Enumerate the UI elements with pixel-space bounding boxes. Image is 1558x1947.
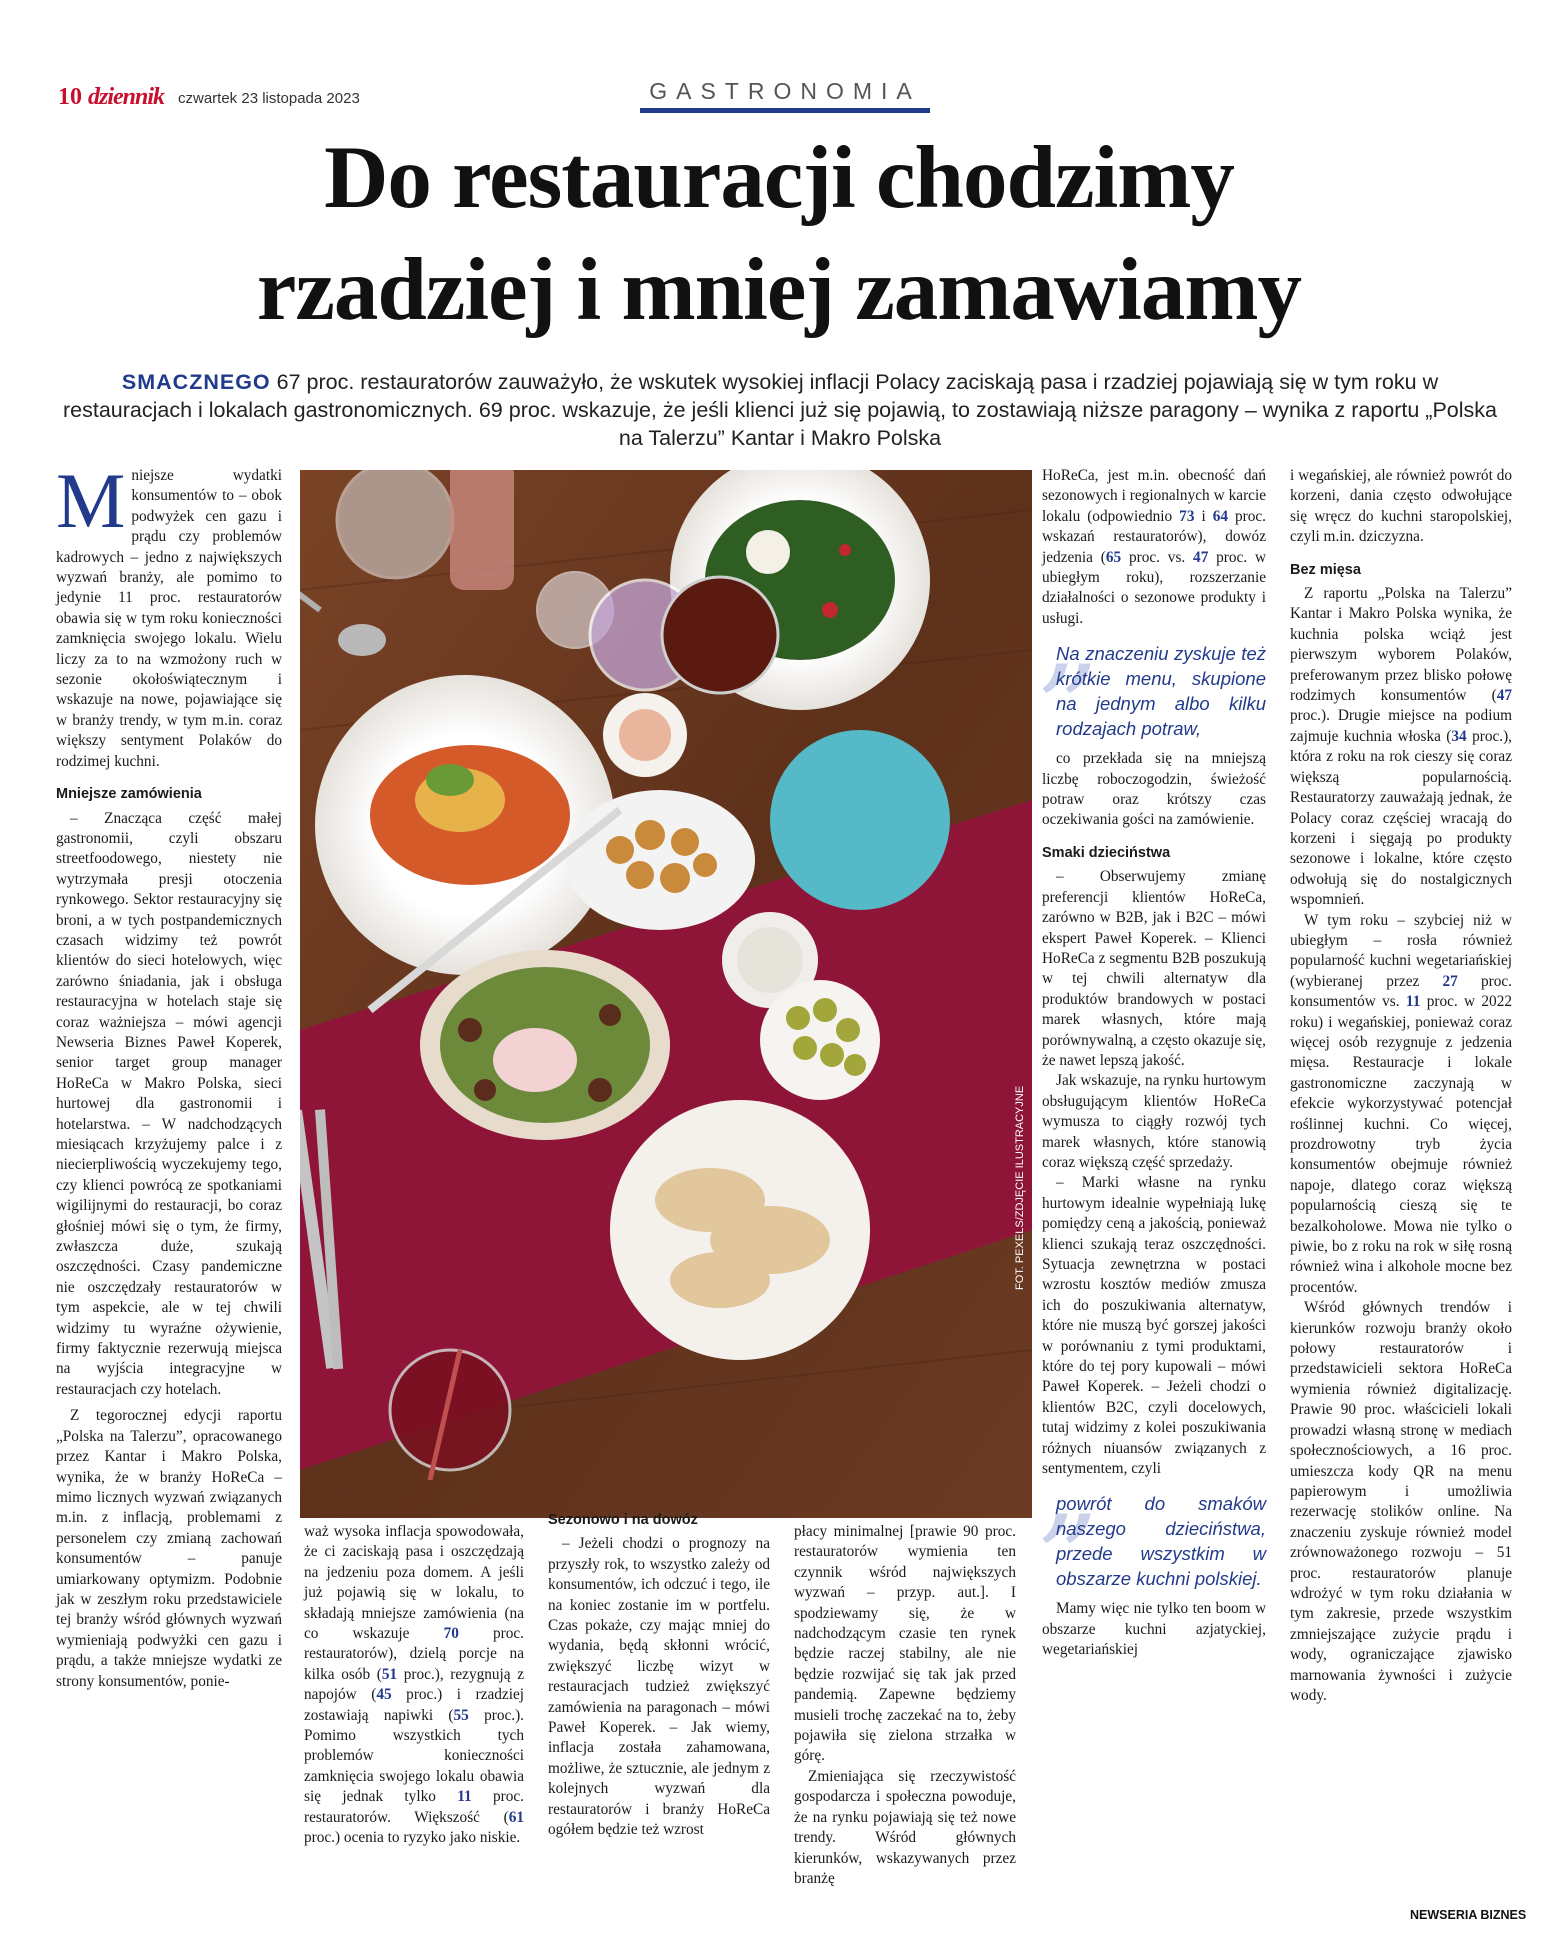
body-paragraph: W tym roku – szybciej niż w ubiegłym – rosła również popularność kuchni wegetariańskiej (wybieranej przez 27 proc. konsumentów vs. 11 proc. w 2022 roku) i wegańskiej, ponieważ coraz więcej osób rezygnuje z jedzenia mięsa. Restauracje i lokale gastronomiczne zaczynają w efekcie wykorzystywać potencjał roślinnej kuchni. Co więcej, prozdrowotny tryb życia konsumentów obejmuje również napoje, dlatego coraz większą popularnością cieszą się te bezalkoholowe. Mowa nie tylko o piwie, bo z roku na rok w siłę rosną również wina i alkohole mocne bez procentów. <box>1290 911 1513 1296</box>
food-photo <box>300 470 1032 1518</box>
quote-mark-icon: ” <box>1036 641 1098 781</box>
brand-logo: dziennik <box>88 84 165 110</box>
body-paragraph: HoReCa, jest m.in. obecność dań sezonowych i regionalnych w karcie lokalu (odpowiednio 73 i 64 proc. wskazań restauratorów), dowóz jedzenia (65 proc. vs. 47 proc. w ubiegłym roku), rozszerzanie działalności o sezonowe produkty i usługi. <box>1042 467 1267 627</box>
article-column-5 <box>1036 466 1267 1661</box>
article-column-1 <box>56 457 282 1692</box>
body-paragraph: i wegańskiej, ale również powrót do korzeni, dania często odwołujące się wręcz do kuchni staropolskiej, czyli m.in. dziczyzna. <box>1290 467 1512 546</box>
lead-text: 67 proc. restauratorów zauważyło, że wskutek wysokiej inflacji Polacy zaciskają pasa i rzadziej pojawiają się w tym roku w restauracjach i lokalach gastronomicznych. 69 proc. wskazuje, że jeśli klienci już się pojawią, to zostawiają niższe paragony – wynika z raportu „Polska na Talerzu” Kantar i Makro Polska <box>62 370 1497 450</box>
body-paragraph: – Marki własne na rynku hurtowym idealnie wypełniają lukę pomiędzy ceną a jakością, ponieważ klienci szukają teraz oszczędności. Sytuacja zewnętrzna w postaci wzrostu kosztów mediów zmusza ich do poszukiwania alternatyw, które nie muszą być gorszej jakości w porównaniu z tymi produktami, które do tej pory kupowali – mówi Paweł Koperek. – Jeżeli chodzi o klientów B2C, czyli docelowych, tutaj widzimy z kolei poszukiwania różnych niuansów związanych z sentymentem, czyli <box>1042 1174 1266 1478</box>
intro-paragraph: Mniejsze wydatki konsumentów to – obok podwyżek cen gazu i prądu czy problemów kadrowych – jedno z największych wyzwań branży, ale pomimo to jedynie 11 proc. restauratorów obawia się w tym roku konieczności zamknięcia swojego lokalu. Wielu liczy za to na wzmożony ruch w sezonie okołoświątecznym i wskazuje na nowe, pojawiające się w branży trendy, w tym m.in. coraz większy sentyment Polaków do rodzimej kuchni. <box>56 457 282 770</box>
lead-kicker: SMACZNEGO <box>121 370 271 394</box>
body-paragraph: co przekłada się na mniejszą liczbę roboczogodzin, świeżość potraw oraz krótszy czas oczekiwania gości na zamówienie. <box>1042 750 1266 829</box>
body-paragraph: – Obserwujemy zmianę preferencji klientów HoReCa, zarówno w B2B, jak i B2C – mówi ekspert Paweł Koperek. – Klienci HoReCa z segmentu B2B poszukują w tej chwili alternatyw dla produktów brandowych w postaci marek własnych, które mają porównywalną, a często okazuje się, że nawet lepszą jakość. <box>1042 868 1266 1069</box>
headline-line-2: rzadziej i mniej zamawiamy <box>256 241 1302 339</box>
body-paragraph: waż wysoka inflacja spowodowała, że ci zaciskają pasa i oszczędzają na jedzeniu poza domem. A jeśli już pojawią się w lokalu, to składają mniejsze zamówienia (na co wskazuje 70 proc. restauratorów), dzielą porcje na kilka osób (51 proc.), rezygnują z napojów (45 proc.) i rzadziej zostawiają napiwki (55 proc.). Pomimo wszystkich tych problemów konieczności zamknięcia swojego lokalu obawia się jednak tylko 11 proc. restauratorów. Większość (61 proc.) ocenia to ryzyko jako niskie. <box>304 1523 524 1847</box>
subheading-mniejsze-zamowienia: Mniejsze zamówienia <box>56 786 202 803</box>
body-paragraph: – Jeżeli chodzi o prognozy na przyszły rok, to wszystko zależy od konsumentów, ich odczuć i tego, ile na koniec zostanie im w portfelu. Czas pokaże, czy mając mniej do wydania, będą skłonni wrócić, zwiększyć liczbę wizyt w restauracjach tudzież zwiększyć zamówienia na paragonach – mówi Paweł Koperek. – Jak wiemy, inflacja została zahamowana, możliwe, że sztucznie, ale jednym z kolejnych wyzwań dla restauratorów i branży HoReCa ogółem będzie też wzrost <box>548 1535 770 1839</box>
headline <box>40 122 1518 346</box>
source-signoff: NEWSERIA BIZNES <box>1410 1908 1527 1922</box>
section-rule <box>640 108 930 113</box>
body-paragraph: Zmieniająca się rzeczywistość gospodarcza i społeczna powoduje, że na rynku pojawiają się też nowe trendy. Wśród głównych kierunków, wskazywanych przez branżę <box>794 1767 1016 1887</box>
body-paragraph: Z raportu „Polska na Talerzu” Kantar i Makro Polska wynika, że kuchnia polska wciąż jest pierwszym wyborem Polaków, preferowanym przez blisko połowę rodzimych konsumentów (47 proc.). Drugie miejsce na podium zajmuje kuchnia włoska (34 proc.), która z roku na rok cieszy się coraz większą popularnością. Restauratorzy zauważają jednak, że Polacy coraz częściej wracają do korzeni i sięgają po produkty sezonowe i lokalne, które często odwołują się do nostalgicznych wspomnień. <box>1290 585 1513 909</box>
subheading-smaki-dziecinstwa: Smaki dzieciństwa <box>1042 844 1171 861</box>
pull-quote-2: ” powrót do smaków naszego dzieciństwa, przede wszystkim w obszarze kuchni polskiej. <box>1036 1491 1266 1631</box>
lead-paragraph <box>60 368 1500 452</box>
article-column-4 <box>794 1522 1016 1889</box>
body-paragraph: płacy minimalnej [prawie 90 proc. restauratorów wymienia ten czynnik wśród największych wyzwań – przyp. aut.]. I spodziewamy się, że w nadchodzącym czasie ten rynek będzie raczej stabilny, ale nie będzie rozwijać się tak jak przed pandemią. Zapewne będziemy musieli trochę zaczekać na to, żeby pojawiła się zielona strzałka w górę. <box>794 1523 1016 1765</box>
body-paragraph: Wśród głównych trendów i kierunków rozwoju branży około połowy restauratorów i przedstawicieli sektora HoReCa wymienia również digitalizację. Prawie 90 proc. właścicieli lokali prowadzi własną stronę w mediach społecznościowych, a 16 proc. umieszcza kody QR na menu papierowym i umożliwia rezerwację stolików online. Na znaczeniu zyskuje również model zrównoważonego rozwoju – 51 proc. restauratorów planuje wdrożyć w tym roku działania w tym zakresie, przede wszystkim zmniejszające zużycie prądu i wody, ograniczające zjawisko marnowania żywności i zużycie wody. <box>1290 1299 1512 1704</box>
quote-mark-icon: ” <box>1036 1491 1098 1631</box>
body-paragraph: – Znacząca część małej gastronomii, czyli obszaru streetfoodowego, niestety nie wytrzymała presji otoczenia rynkowego. Sektor restauracyjny się broni, a w tych postpandemicznych czasach widzimy też powrót klientów do sieci hotelowych, więc zarówno śniadania, jak i obsługa restauracyjna w hotelach staje się coraz ważniejsza – mówi agencji Newseria Biznes Paweł Koperek, senior target group manager HoReCa w Makro Polska, sieci hurtowej dla gastronomii i hotelarstwa. – W nadchodzących miesiącach krzyżujemy palce i z niecierpliwością wyczekujemy tego, czy klienci powrócą ze spotkaniami wigilijnymi do restauracji, bo coraz głośniej mówi się o tym, że firmy, zwłaszcza duże, szukają oszczędności. Czasy pandemiczne nie oszczędzały restauratorów w tym aspekcie, ale w tej chwili widzimy tu wyraźne ożywienie, firmy faktycznie rezerwują miejsca na wyjścia integracyjne w restauracjach czy hotelach. <box>56 809 282 1398</box>
restaurant-table-illustration <box>300 470 1032 1518</box>
article-column-6 <box>1290 466 1512 1706</box>
section-label: GASTRONOMIA <box>649 78 921 104</box>
body-paragraph: Jak wskazuje, na rynku hurtowym obsługującym klientów HoReCa wymusza to ciągły rozwój tych marek własnych, które stanowią coraz większą część sprzedaży. <box>1042 1072 1266 1171</box>
article-column-2 <box>304 1522 524 1849</box>
body-paragraph: Mamy więc nie tylko ten boom w obszarze kuchni azjatyckiej, wegetariańskiej <box>1042 1600 1266 1659</box>
subheading-sezonowo: Sezonowo i na dowóz <box>548 1512 698 1528</box>
headline-line-1: Do restauracji chodzimy <box>324 129 1234 227</box>
body-paragraph: Z tegorocznej edycji raportu „Polska na Talerzu”, opracowanego przez Kantar i Makro Polska, wynika, że w branży HoReCa – mimo licznych wyzwań związanych m.in. z inflacją, problemami z personelem czy zmianą zachowań konsumentów – panuje umiarkowany optymizm. Podobnie jak w zeszłym roku przedstawiciele tej branży wśród głównych wyzwań wymieniają podwyżki cen gazu i prądu, a także mniejsze wydatki ze strony konsumentów, ponie- <box>56 1407 282 1690</box>
page-number: 10 <box>58 84 82 110</box>
photo-credit: FOT. PEXELS/ZDJĘCIE ILUSTRACYJNE <box>1014 1085 1026 1290</box>
drop-cap: M <box>56 457 126 544</box>
article-column-3 <box>548 1510 770 1841</box>
pull-quote-1: ” Na znaczeniu zyskuje też krótkie menu, skupione na jednym albo kilku rodzajach potraw, <box>1036 641 1266 781</box>
issue-date: czwartek 23 listopada 2023 <box>178 90 360 107</box>
subheading-bez-miesa: Bez mięsa <box>1290 561 1361 578</box>
